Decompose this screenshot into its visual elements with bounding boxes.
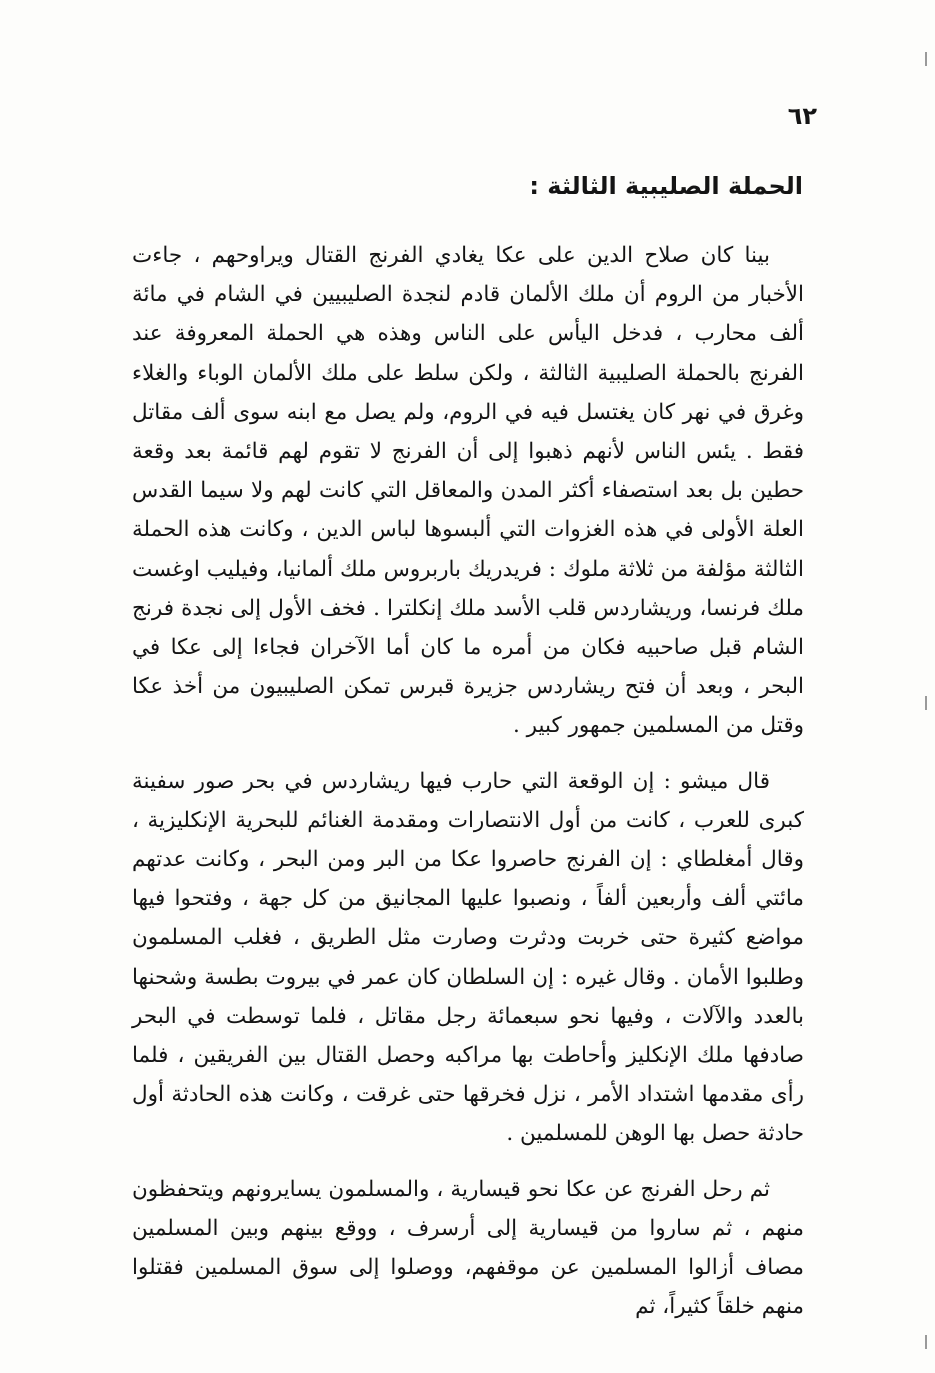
paragraph-1: بينا كان صلاح الدين على عكا يغادي الفرنج القتال ويراوحهم ، جاءت الأخبار من الروم أن ملك الألمان قادم لنجدة الصليبيين في الشام في مائة ألف محارب ، فدخل اليأس على الناس وهذه هي الحملة المعروفة عند الفرنج بالحملة الصليبية الثالثة ، ولكن سلط على ملك الألمان الوباء والغلاء وغرق في نهر كان يغتسل فيه في الروم، ولم يصل مع ابنه سوى ألف مقاتل فقط . يئس الناس لأنهم ذهبوا إلى أن الفرنج لا تقوم لهم قائمة بعد وقعة حطين بل بعد استصفاء أكثر المدن والمعاقل التي كانت لهم ولا سيما القدس العلة الأولى في هذه الغزوات التي ألبسوها لباس الدين ، وكانت هذه الحملة الثالثة مؤلفة من ثلاثة ملوك : فريدريك باربروس ملك ألمانيا، وفيليب اوغست ملك فرنسا، وريشاردس قلب الأسد ملك إنكلترا . فخف الأول إلى نجدة فرنج الشام قبل صاحبيه فكان من أمره ما كان أما الآخران فجاءا إلى عكا في البحر ، وبعد أن فتح ريشاردس جزيرة قبرس تمكن الصليبيون من أخذ عكا وقتل من المسلمين جمهور كبير . <box>132 243 804 739</box>
body-text <box>132 236 804 1326</box>
margin-mark <box>925 52 927 66</box>
paragraph-3: ثم رحل الفرنج عن عكا نحو قيسارية ، والمسلمون يسايرونهم ويتحفظون منهم ، ثم ساروا من قيسارية إلى أرسرف ، ووقع بينهم وبين المسلمين مصاف أزالوا المسلمين عن موقفهم، ووصلوا إلى سوق المسلمين فقتلوا منهم خلقاً كثيراً، ثم <box>132 1176 804 1320</box>
section-title: الحملة الصليبية الثالثة : <box>529 172 803 200</box>
margin-mark <box>925 696 927 710</box>
page-number: ٦٢ <box>787 102 817 130</box>
paragraph-2: قال ميشو : إن الوقعة التي حارب فيها ريشاردس في بحر صور سفينة كبرى للعرب ، كانت من أول الانتصارات ومقدمة الغنائم للبحرية الإنكليزية ، وقال أمغلطاي : إن الفرنج حاصروا عكا من البر ومن البحر ، وكانت عدتهم مائتي ألف وأربعين ألفاً ، ونصبوا عليها المجانيق من كل جهة ، وفتحوا فيها مواضع كثيرة حتى خربت ودثرت وصارت مثل الطريق ، فغلب المسلمون وطلبوا الأمان . وقال غيره : إن السلطان كان عمر في بيروت بطسة وشحنها بالعدد والآلات ، وفيها نحو سبعمائة رجل مقاتل ، فلما توسطت في البحر صادفها ملك الإنكليز وأحاطت بها مراكبه وحصل القتال بين الفريقين ، فلما رأى مقدمها اشتداد الأمر ، نزل فخرقها حتى غرقت ، وكانت هذه الحادثة أول حادثة حصل بها الوهن للمسلمين . <box>132 768 804 1147</box>
margin-mark <box>925 1335 927 1349</box>
